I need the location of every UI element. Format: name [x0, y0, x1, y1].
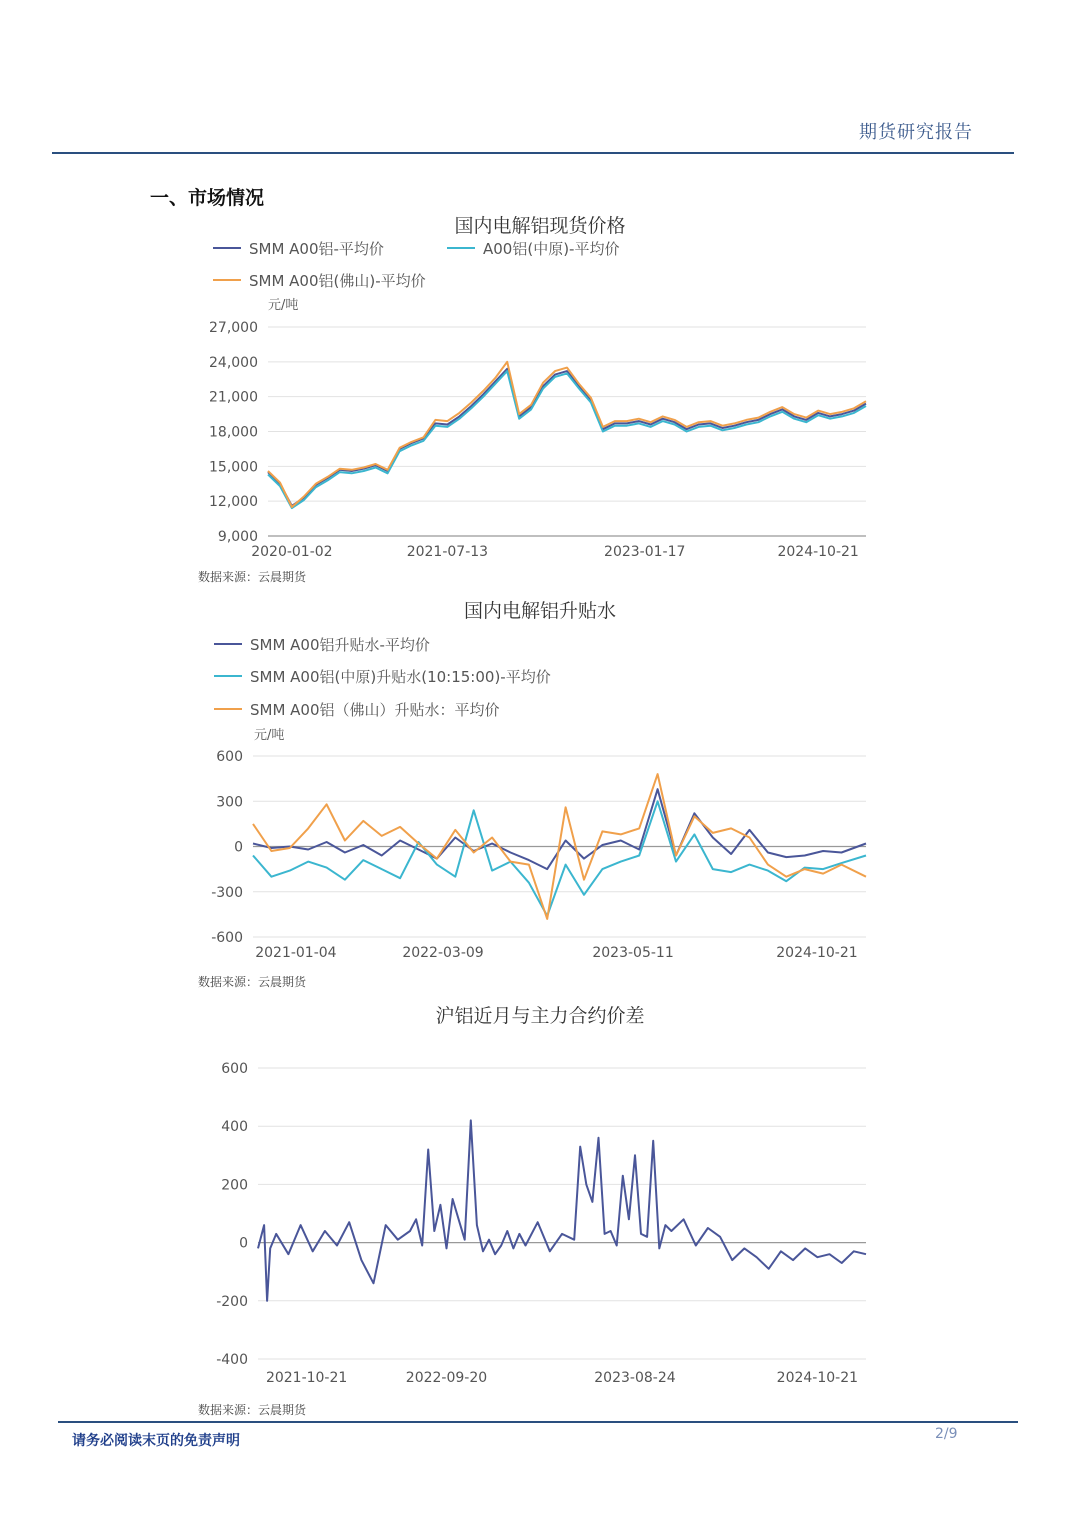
y-tick-label: 600	[221, 1061, 248, 1077]
data-source-note: 数据来源：云晨期货	[198, 1403, 307, 1417]
series-line-0	[258, 1120, 866, 1300]
spread-chart	[216, 1005, 866, 1386]
premium-discount-chart	[211, 600, 866, 961]
y-tick-label: 0	[239, 1235, 248, 1252]
y-tick-label: 300	[216, 794, 243, 811]
footer-divider	[58, 1421, 1018, 1423]
y-tick-label: 12,000	[209, 494, 258, 511]
y-tick-label: 15,000	[209, 459, 258, 476]
report-header-title: 期货研究报告	[859, 122, 973, 143]
y-tick-label: 18,000	[209, 424, 258, 441]
series-line-1	[253, 801, 866, 916]
section-heading: 一、市场情况	[150, 187, 265, 209]
y-tick-label: 600	[216, 749, 243, 765]
x-tick-label: 2022-09-20	[405, 1370, 488, 1386]
series-line-2	[268, 362, 866, 507]
data-source-note: 数据来源：云晨期货	[198, 570, 307, 584]
x-tick-label: 2024-10-21	[777, 544, 859, 560]
y-tick-label: -200	[216, 1293, 248, 1310]
y-tick-label: 21,000	[209, 389, 258, 406]
unit-label: 元/吨	[268, 298, 299, 313]
page-number: 2/9	[935, 1426, 958, 1442]
y-tick-label: -600	[211, 930, 243, 946]
y-tick-label: 9,000	[217, 529, 258, 545]
unit-label: 元/吨	[254, 728, 285, 743]
legend-label: SMM A00铝(佛山)-平均价	[249, 272, 426, 290]
legend-label: SMM A00铝（佛山）升贴水：平均价	[250, 701, 500, 719]
x-tick-label: 2023-08-24	[594, 1370, 676, 1386]
x-tick-label: 2024-10-21	[776, 1370, 859, 1386]
legend-label: A00铝(中原)-平均价	[483, 240, 620, 258]
data-source-note: 数据来源：云晨期货	[198, 975, 307, 989]
series-line-0	[268, 369, 866, 506]
y-tick-label: -400	[216, 1352, 248, 1368]
chart-title: 国内电解铝现货价格	[454, 215, 626, 237]
legend-label: SMM A00铝升贴水-平均价	[250, 636, 430, 654]
y-tick-label: -300	[211, 884, 243, 901]
y-tick-label: 200	[221, 1177, 248, 1194]
x-tick-label: 2021-01-04	[255, 945, 337, 961]
x-tick-label: 2024-10-21	[776, 945, 858, 961]
x-tick-label: 2020-01-02	[251, 544, 333, 560]
legend-label: SMM A00铝-平均价	[249, 240, 384, 258]
x-tick-label: 2023-05-11	[592, 945, 674, 961]
footer-disclaimer: 请务必阅读末页的免责声明	[72, 1433, 240, 1449]
y-tick-label: 0	[234, 839, 243, 856]
chart-title: 沪铝近月与主力合约价差	[435, 1005, 645, 1027]
chart-title: 国内电解铝升贴水	[463, 600, 617, 622]
x-tick-label: 2023-01-17	[604, 544, 686, 560]
y-tick-label: 27,000	[209, 320, 258, 336]
x-tick-label: 2022-03-09	[402, 945, 484, 961]
y-tick-label: 400	[221, 1119, 248, 1136]
spot-price-chart	[209, 215, 866, 560]
series-line-1	[268, 371, 866, 508]
x-tick-label: 2021-07-13	[406, 544, 489, 560]
legend-label: SMM A00铝(中原)升贴水(10:15:00)-平均价	[250, 668, 551, 686]
y-tick-label: 24,000	[209, 354, 258, 371]
x-tick-label: 2021-10-21	[265, 1370, 348, 1386]
